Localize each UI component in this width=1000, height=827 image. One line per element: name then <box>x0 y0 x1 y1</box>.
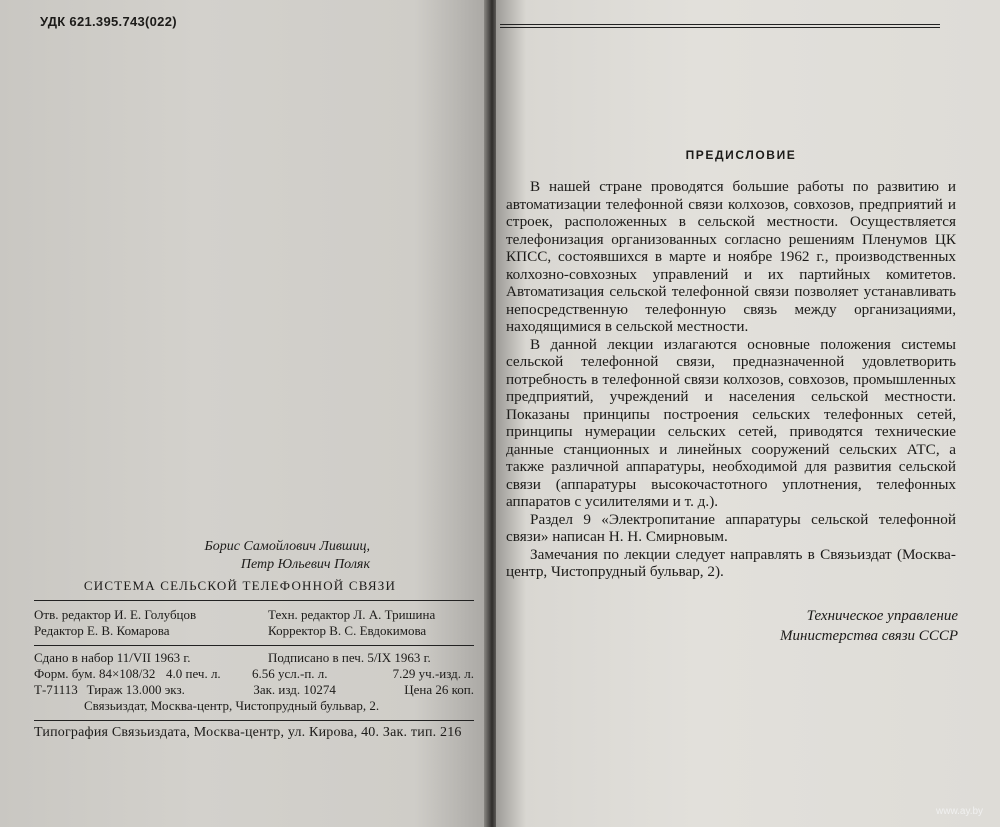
preface-heading: ПРЕДИСЛОВИЕ <box>685 148 797 162</box>
responsible-editor: Отв. редактор И. Е. Голубцов <box>34 607 197 622</box>
paragraph: Замечания по лекции следует направлять в Связьиздат (Москва-центр, Чистопрудный бульвар, 2). <box>506 545 956 580</box>
price: Цена 26 коп. <box>404 682 474 697</box>
authors <box>120 538 370 574</box>
paragraph: В нашей стране проводятся большие работы по развитию и автоматизации телефонной связи колхозов, совхозов, предприятий и строек, расположенных в сельской местности. Осуществляется телефонизация организованных согласно решениям Пленумов ЦК КПСС, состоявшихся в марте и ноябре 1962 г., производственных колхозно-совхозных управлений и их партийных комитетов. Автоматизация сельской телефонной связи позволяет устанавливать непосредственную телефонную связь между организациями, находящимися в сельской местности. <box>506 178 956 335</box>
publisher-address: Связьиздат, Москва-центр, Чистопрудный бульвар, 2. <box>84 698 380 713</box>
publishing-details <box>34 650 474 714</box>
proofreader: Корректор В. С. Евдокимова <box>268 623 427 638</box>
header-rule <box>500 24 940 28</box>
book-title: СИСТЕМА СЕЛЬСКОЙ ТЕЛЕФОННОЙ СВЯЗИ <box>83 578 397 593</box>
print-sheets: 4.0 печ. л. <box>166 666 221 681</box>
t-number: Т-71113 <box>34 682 78 697</box>
printing-house: Типография Связьиздата, Москва-центр, ул. Кирова, 40. Зак. тип. 216 <box>34 725 462 740</box>
right-page <box>496 0 1000 827</box>
paragraph: В данной лекции излагаются основные положения системы сельской телефонной связи, предназначенной удовлетворить потребность в телефонной связи колхозов, совхозов, промышленных предприятий, учреждений и населения сельской местности. Показаны принципы построения сельских телефонных сетей, принципы нумерации сельских сетей, приводятся технические данные станционных и линейных сооружений сельских АТС, а также различной аппаратуры, необходимой для развития сельской связи (аппаратуры высокочастотного уплотнения, телефонных аппаратов с усилителями и т. д.). <box>506 335 956 510</box>
sent-to-set: Сдано в набор 11/VII 1963 г. <box>34 650 191 665</box>
editor: Редактор Е. В. Комарова <box>34 623 170 638</box>
author-name: Петр Юльевич Поляк <box>240 557 370 572</box>
author-name: Борис Самойлович Лившиц, <box>204 539 370 554</box>
editors-block <box>34 607 474 639</box>
order-number: Зак. изд. 10274 <box>253 682 336 697</box>
signature <box>676 606 958 646</box>
divider <box>34 600 474 601</box>
udk-code: УДК 621.395.743(022) <box>40 14 177 29</box>
signed-for-print: Подписано в печ. 5/IX 1963 г. <box>268 650 431 665</box>
colophon <box>34 600 474 741</box>
signature-line: Техническое управление <box>806 608 958 624</box>
technical-editor: Техн. редактор Л. А. Тришина <box>268 607 436 622</box>
divider <box>34 645 474 646</box>
paper-format: Форм. бум. 84×108/32 <box>34 666 156 681</box>
left-page <box>0 0 488 827</box>
conventional-sheets: 6.56 усл.-п. л. <box>252 666 328 681</box>
paragraph: Раздел 9 «Электропитание аппаратуры сельской телефонной связи» написан Н. Н. Смирновым. <box>506 510 956 545</box>
accounting-sheets: 7.29 уч.-изд. л. <box>392 666 474 681</box>
divider <box>34 720 474 721</box>
preface-body <box>506 178 956 581</box>
signature-line: Министерства связи СССР <box>780 628 958 644</box>
watermark: www.ay.by <box>936 806 984 817</box>
print-run: Тираж 13.000 экз. <box>86 682 185 697</box>
